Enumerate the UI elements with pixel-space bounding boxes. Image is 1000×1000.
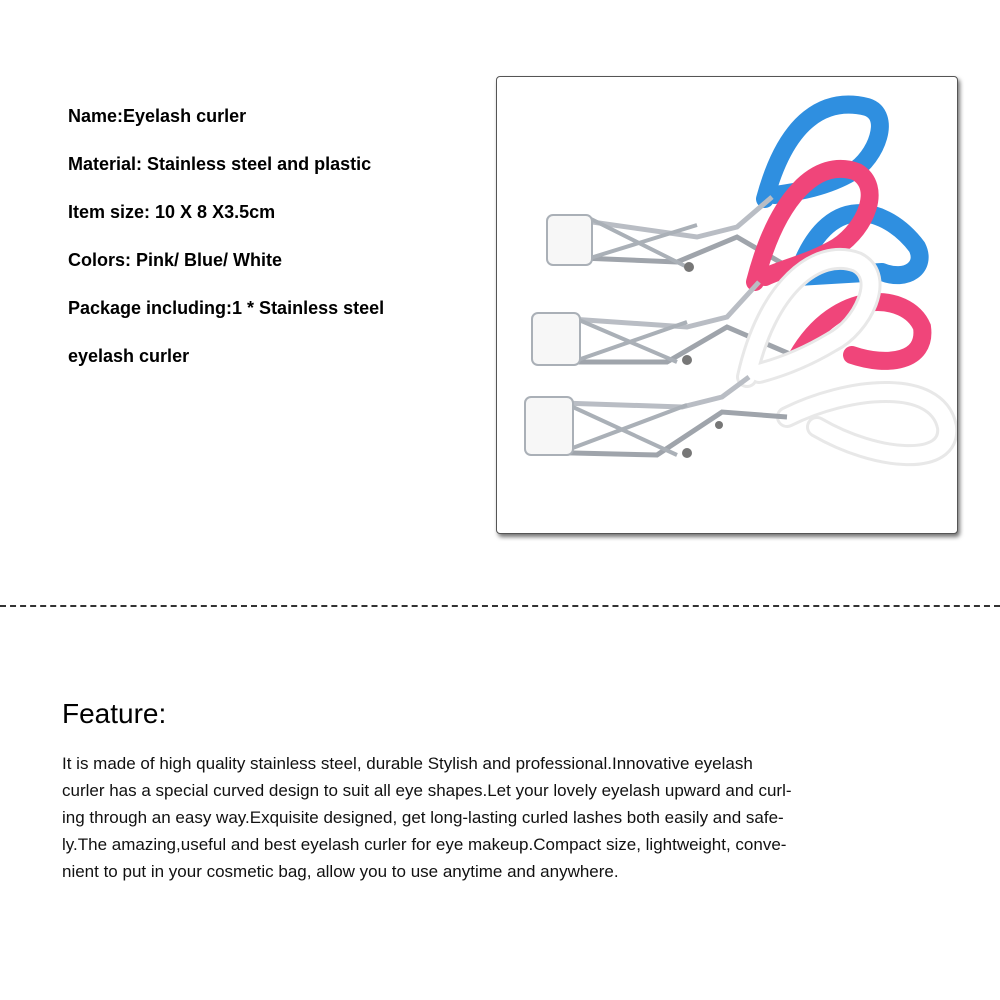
feature-line-3: ing through an easy way.Exquisite designed, get long-lasting curled lashes both easily and safe- [62,808,784,827]
dashed-divider [0,605,1000,607]
feature-heading: Feature: [62,698,167,729]
spec-name: Name:Eyelash curler [68,106,247,126]
feature-line-5: nient to put in your cosmetic bag, allow you to use anytime and anywhere. [62,862,619,881]
spec-colors: Colors: Pink/ Blue/ White [68,250,283,270]
eyelash-curlers-illustration [497,77,957,533]
product-specs [68,104,468,392]
feature-line-2: curler has a special curved design to suit all eye shapes.Let your lovely eyelash upward and curl- [62,781,792,800]
feature-line-4: ly.The amazing,useful and best eyelash curler for eye makeup.Compact size, lightweight, conve- [62,835,787,854]
product-photo [496,76,958,534]
feature-line-1: It is made of high quality stainless steel, durable Stylish and professional.Innovative eyelash [62,754,753,773]
spec-package-line2: eyelash curler [68,346,190,366]
spec-item-size: Item size: 10 X 8 X3.5cm [68,202,276,222]
spec-material: Material: Stainless steel and plastic [68,154,372,174]
feature-description [62,750,942,885]
spec-package-line1: Package including:1 * Stainless steel [68,298,385,318]
